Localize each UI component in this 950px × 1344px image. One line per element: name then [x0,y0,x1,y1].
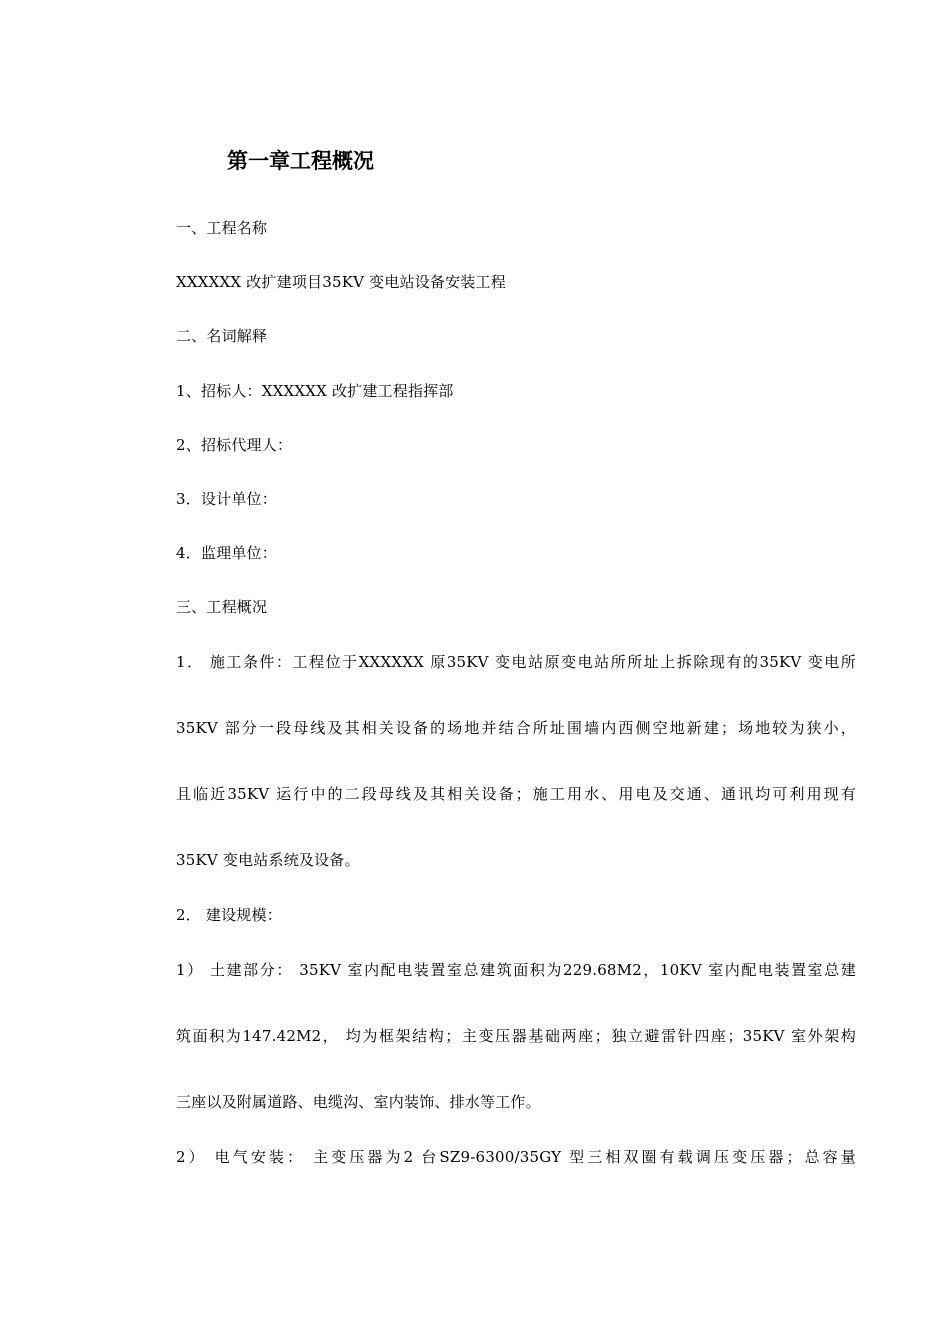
term-tenderer: 1、招标人：XXXXXX 改扩建工程指挥部 [176,382,454,400]
paragraph-line: 35KV 变电站系统及设备。 [176,851,360,869]
term-design-unit: 3．设计单位： [176,490,277,508]
section-heading-project-name: 一、工程名称 [176,219,268,237]
chapter-title: 第一章工程概况 [227,149,374,173]
term-tender-agent: 2、招标代理人： [176,436,293,454]
paragraph-line: 35KV 部分一段母线及其相关设备的场地并结合所址围墙内西侧空地新建；场地较为狭小， [176,719,856,737]
section-heading-terms: 二、名词解释 [176,327,268,345]
subheading-scale: 2． 建设规模： [176,906,282,924]
paragraph-line: 筑面积为147.42M2， 均为框架结构；主变压器基础两座；独立避雷针四座；35KV 室外架构 [176,1027,856,1045]
paragraph-line: 1） 土建部分： 35KV 室内配电装置室总建筑面积为229.68M2，10KV 室内配电装置室总建 [176,961,856,979]
term-supervision-unit: 4．监理单位： [176,544,277,562]
paragraph-line: 1． 施工条件：工程位于XXXXXX 原35KV 变电站原变电站所所址上拆除现有的35KV 变电所 [176,653,856,671]
project-name-text: XXXXXX 改扩建项目35KV 变电站设备安装工程 [176,273,506,291]
paragraph-line: 三座以及附属道路、电缆沟、室内装饰、排水等工作。 [176,1093,541,1111]
paragraph-line: 且临近35KV 运行中的二段母线及其相关设备；施工用水、用电及交通、通讯均可利用现有 [176,785,856,803]
section-heading-overview: 三、工程概况 [176,598,268,616]
paragraph-line: 2） 电气安装： 主变压器为2 台SZ9-6300/35GY 型三相双圈有载调压变压器；总容量 [176,1148,856,1166]
